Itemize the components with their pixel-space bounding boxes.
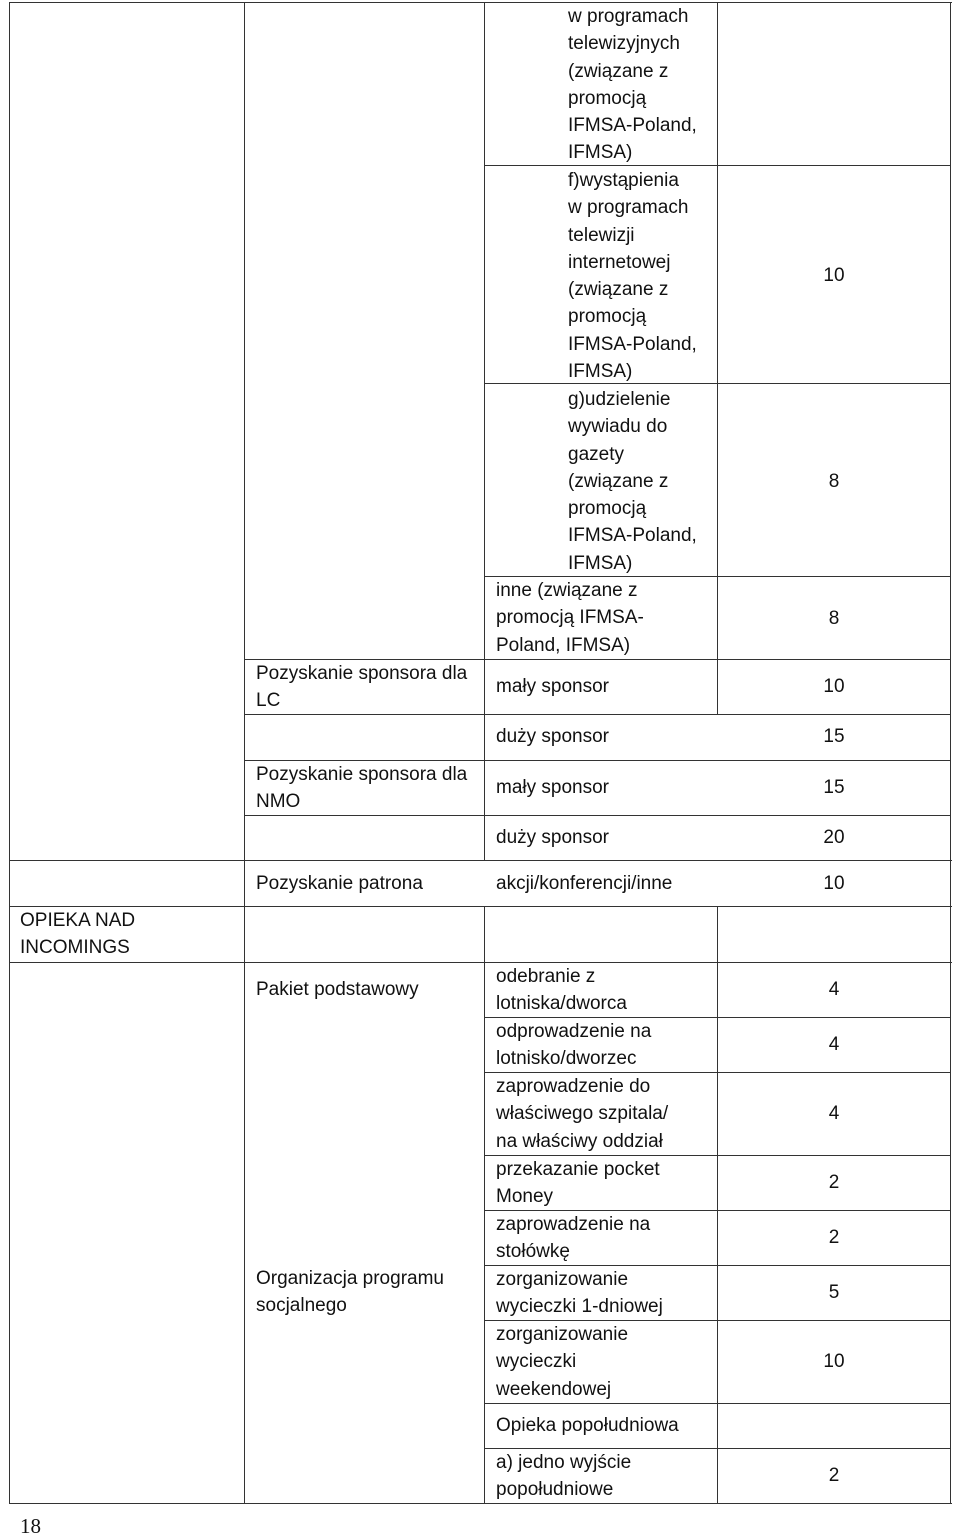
points-cell: 2 bbox=[828, 1172, 840, 1193]
points-cell: 4 bbox=[828, 1034, 840, 1055]
description-cell: przekazanie pocket Money bbox=[496, 1159, 660, 1208]
points-cell: 8 bbox=[828, 471, 840, 492]
points-cell: 8 bbox=[828, 608, 840, 629]
activity-cell: Organizacja programu socjalnego bbox=[256, 1268, 444, 1317]
points-cell: 10 bbox=[823, 265, 845, 286]
points-cell: 5 bbox=[828, 1282, 840, 1303]
points-cell: 15 bbox=[823, 726, 845, 747]
description-cell: mały sponsor bbox=[496, 777, 609, 798]
points-cell: 2 bbox=[828, 1227, 840, 1248]
points-cell: 15 bbox=[823, 777, 845, 798]
description-cell: akcji/konferencji/inne bbox=[496, 873, 673, 894]
page-number: 18 bbox=[20, 1514, 41, 1538]
points-cell: 10 bbox=[823, 676, 845, 697]
description-cell: duży sponsor bbox=[496, 726, 610, 747]
description-cell: zaprowadzenie na stołówkę bbox=[496, 1214, 651, 1263]
description-cell: zorganizowanie wycieczki weekendowej bbox=[496, 1324, 629, 1400]
points-cell: 10 bbox=[823, 873, 845, 894]
description-cell: inne (związane z promocją IFMSA- Poland, IFMSA) bbox=[496, 580, 644, 656]
activity-cell: Pozyskanie sponsora dla LC bbox=[256, 663, 468, 712]
description-cell: f)wystąpienia w programach telewizji internetowej (związane z promocją IFMSA-Poland, IFMSA) bbox=[568, 170, 697, 383]
description-cell: mały sponsor bbox=[496, 676, 609, 697]
category-cell: OPIEKA NAD INCOMINGS bbox=[20, 910, 136, 959]
points-cell: 20 bbox=[823, 827, 845, 848]
points-cell: 10 bbox=[823, 1351, 845, 1372]
activity-cell: Pakiet podstawowy bbox=[256, 979, 419, 1000]
description-cell: odebranie z lotniska/dworca bbox=[496, 966, 627, 1015]
description-cell: w programach telewizyjnych (związane z promocją IFMSA-Poland, IFMSA) bbox=[568, 6, 697, 164]
description-cell: zaprowadzenie do właściwego szpitala/ na właściwy oddział bbox=[496, 1076, 669, 1152]
description-cell: Opieka popołudniowa bbox=[496, 1415, 679, 1436]
description-cell: odprowadzenie na lotnisko/dworzec bbox=[496, 1021, 652, 1070]
points-cell: 2 bbox=[828, 1465, 840, 1486]
description-cell: a) jedno wyjście popołudniowe bbox=[496, 1452, 632, 1501]
activity-cell: Pozyskanie patrona bbox=[256, 873, 423, 894]
activity-cell: Pozyskanie sponsora dla NMO bbox=[256, 764, 468, 813]
description-cell: duży sponsor bbox=[496, 827, 610, 848]
points-cell: 4 bbox=[828, 1103, 840, 1124]
points-cell: 4 bbox=[828, 979, 840, 1000]
description-cell: g)udzielenie wywiadu do gazety (związane z promocją IFMSA-Poland, IFMSA) bbox=[568, 389, 697, 574]
description-cell: zorganizowanie wycieczki 1-dniowej bbox=[496, 1269, 663, 1318]
